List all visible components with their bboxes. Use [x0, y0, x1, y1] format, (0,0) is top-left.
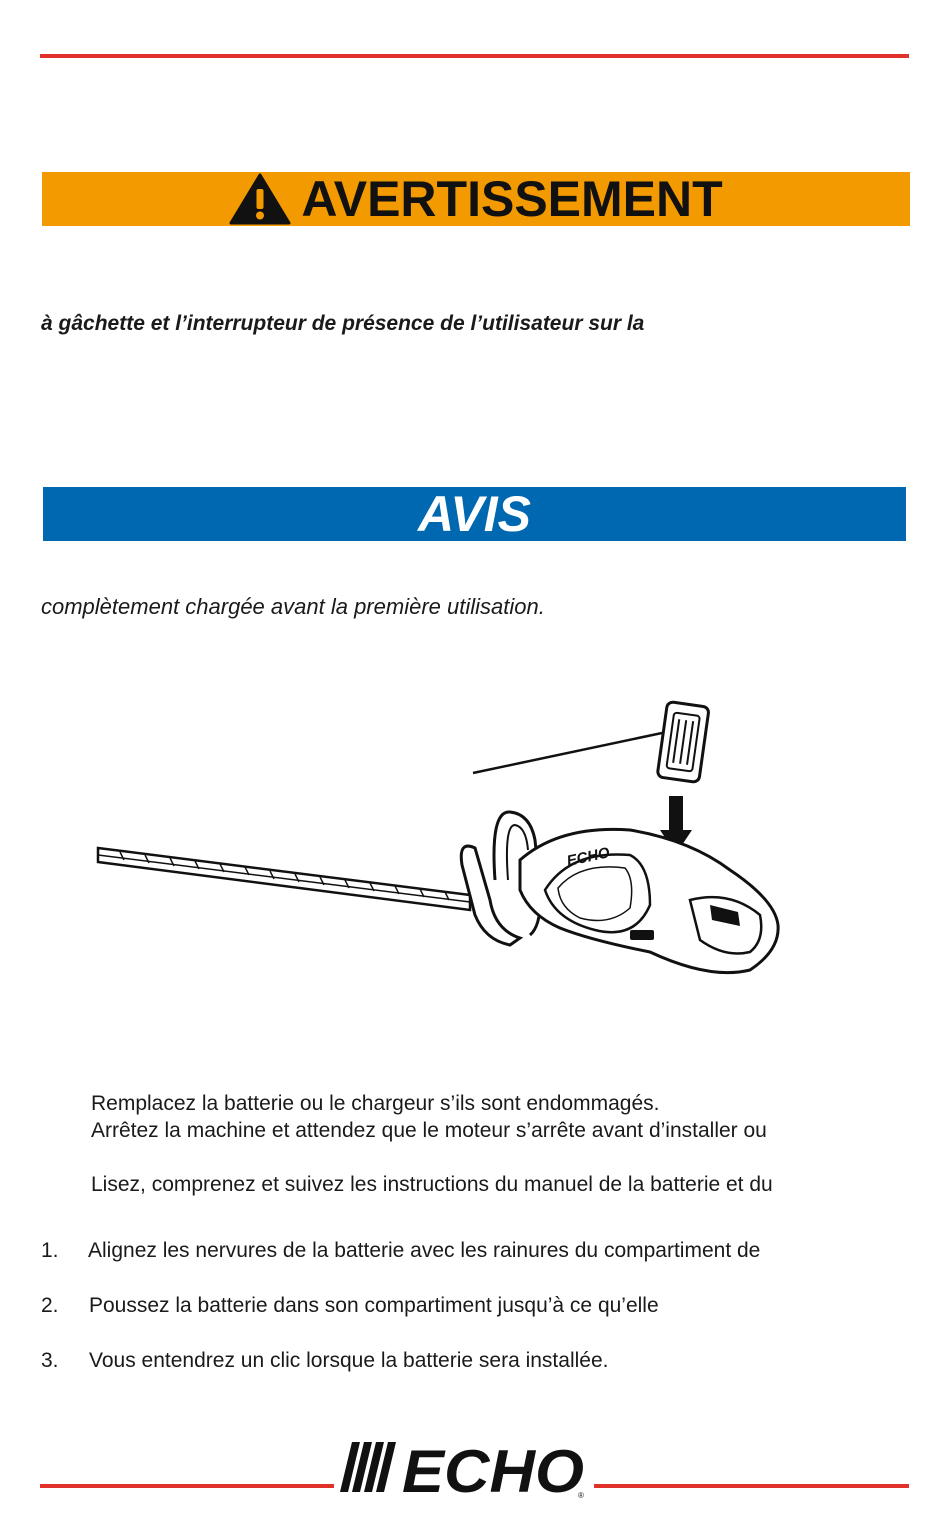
notice-text: complètement chargée avant la première utilisation. [41, 594, 545, 619]
svg-text:ECHO: ECHO [565, 844, 612, 870]
notice-banner [43, 487, 906, 541]
bullet-1: Remplacez la batterie ou le chargeur s’ils sont endommagés. [91, 1092, 660, 1115]
hedge-trimmer-battery-install-icon [90, 690, 790, 990]
warning-text: à gâchette et l’interrupteur de présence de l’utilisateur sur la [41, 312, 645, 335]
footer-rule-right [594, 1484, 909, 1488]
echo-logo-text: ECHO [402, 1438, 584, 1500]
warning-triangle-icon [229, 173, 291, 225]
warning-banner [42, 172, 910, 226]
step-3-text: Vous entendrez un clic lorsque la batterie sera installée. [89, 1349, 609, 1372]
top-rule [40, 54, 909, 58]
echo-logo [338, 1436, 594, 1500]
warning-title: AVERTISSEMENT [301, 171, 723, 227]
step-3-number: 3. [41, 1349, 59, 1372]
step-2-text: Poussez la batterie dans son compartiment jusqu’à ce qu’elle [89, 1294, 659, 1317]
bullet-3: Lisez, comprenez et suivez les instructions du manuel de la batterie et du [91, 1173, 773, 1196]
step-2-number: 2. [41, 1294, 59, 1317]
bullet-2: Arrêtez la machine et attendez que le moteur s’arrête avant d’installer ou [91, 1119, 767, 1142]
footer-rule-left [40, 1484, 334, 1488]
notice-title: AVIS [418, 486, 531, 542]
step-1-number: 1. [41, 1239, 59, 1262]
registered-mark: ® [578, 1491, 584, 1500]
step-1-text: Alignez les nervures de la batterie avec les rainures du compartiment de [88, 1239, 761, 1262]
